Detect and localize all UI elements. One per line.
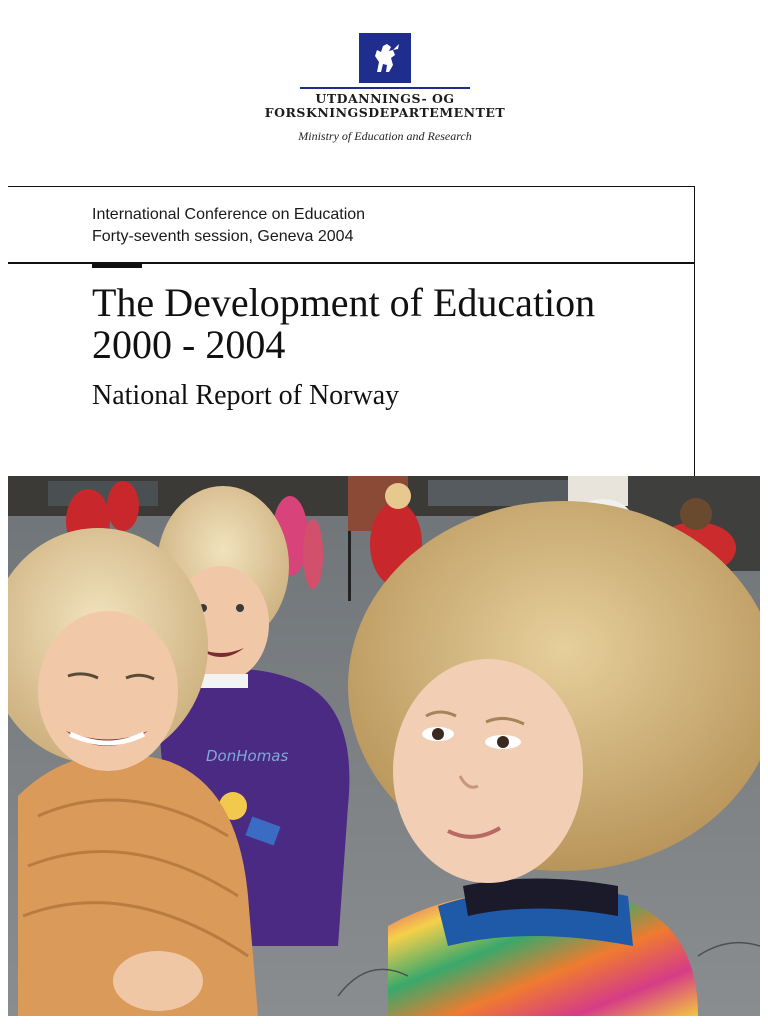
frame-top-rule xyxy=(8,186,695,187)
ministry-name-line-1: UTDANNINGS- OG xyxy=(315,91,455,106)
sweater-print: DonHomas xyxy=(206,747,289,765)
report-title xyxy=(92,282,692,366)
report-subtitle: National Report of Norway xyxy=(92,380,400,411)
conference-info xyxy=(92,204,365,248)
conference-name: International Conference on Education xyxy=(92,206,366,223)
logo-divider xyxy=(300,87,470,89)
lion-crest-icon xyxy=(359,33,411,83)
ministry-logo xyxy=(240,33,530,144)
frame-right-rule xyxy=(694,186,695,476)
conference-session: Forty-seventh session, Geneva 2004 xyxy=(92,228,354,245)
ministry-english-name: Ministry of Education and Research xyxy=(298,129,472,143)
report-title-line-2: 2000 - 2004 xyxy=(92,322,286,367)
title-accent-bar xyxy=(92,263,142,268)
report-title-line-1: The Development of Education xyxy=(92,280,596,325)
cover-photo-children xyxy=(8,476,760,1016)
ministry-name-line-2: FORSKNINGSDEPARTEMENTET xyxy=(264,105,506,120)
